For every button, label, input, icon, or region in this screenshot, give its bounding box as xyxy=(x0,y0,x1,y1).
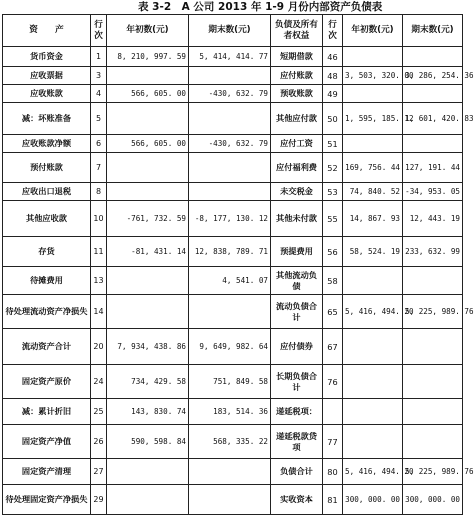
table-row xyxy=(3,237,463,267)
header-begin-2: 年初数(元) xyxy=(343,15,403,47)
table-title: 表 3-2 A 公司 2013 年 1-9 月份内部资产负债表 xyxy=(138,1,383,13)
begin-value-2-cell: 300, 000. 00 xyxy=(343,485,403,515)
table-row xyxy=(3,365,463,399)
end-value-2-cell xyxy=(403,329,463,365)
asset-cell: 货币资金 xyxy=(3,47,91,67)
begin-value-2-cell: 74, 840. 52 xyxy=(343,183,403,201)
row-no-2-cell: 76 xyxy=(323,365,343,399)
end-value-cell: 12, 838, 789. 71 xyxy=(189,237,271,267)
row-no-2-cell: 77 xyxy=(323,425,343,459)
begin-value-cell xyxy=(107,485,189,515)
row-no-cell: 5 xyxy=(91,103,107,135)
row-no-cell: 13 xyxy=(91,267,107,295)
header-row xyxy=(3,15,463,47)
row-no-2-cell: 53 xyxy=(323,183,343,201)
begin-value-2-cell xyxy=(343,267,403,295)
liability-cell: 其他未付款 xyxy=(271,201,323,237)
end-value-cell xyxy=(189,103,271,135)
end-value-cell xyxy=(189,153,271,183)
end-value-cell xyxy=(189,459,271,485)
table-row xyxy=(3,103,463,135)
liability-cell: 长期负债合计 xyxy=(271,365,323,399)
begin-value-cell: 566, 605. 00 xyxy=(107,85,189,103)
end-value-cell: -430, 632. 79 xyxy=(189,135,271,153)
table-row xyxy=(3,329,463,365)
header-asset: 资 产 xyxy=(3,15,91,47)
row-no-2-cell: 56 xyxy=(323,237,343,267)
begin-value-2-cell: 5, 416, 494. 20 xyxy=(343,295,403,329)
begin-value-cell xyxy=(107,267,189,295)
end-value-2-cell xyxy=(403,47,463,67)
table-row xyxy=(3,267,463,295)
row-no-2-cell: 80 xyxy=(323,459,343,485)
liability-cell: 短期借款 xyxy=(271,47,323,67)
asset-cell: 流动资产合计 xyxy=(3,329,91,365)
asset-cell: 固定资产净值 xyxy=(3,425,91,459)
end-value-2-cell xyxy=(403,85,463,103)
asset-cell: 减：坏账准备 xyxy=(3,103,91,135)
begin-value-cell xyxy=(107,459,189,485)
row-no-cell: 20 xyxy=(91,329,107,365)
table-row xyxy=(3,399,463,425)
table-row xyxy=(3,67,463,85)
row-no-2-cell: 51 xyxy=(323,135,343,153)
table-row xyxy=(3,153,463,183)
row-no-2-cell: 55 xyxy=(323,201,343,237)
end-value-cell xyxy=(189,183,271,201)
liability-cell: 流动负债合计 xyxy=(271,295,323,329)
end-value-cell xyxy=(189,67,271,85)
end-value-2-cell: -34, 953. 05 xyxy=(403,183,463,201)
row-no-2-cell: 48 xyxy=(323,67,343,85)
begin-value-cell xyxy=(107,295,189,329)
row-no-2-cell: 46 xyxy=(323,47,343,67)
begin-value-cell: -81, 431. 14 xyxy=(107,237,189,267)
row-no-cell: 27 xyxy=(91,459,107,485)
end-value-cell: -8, 177, 130. 12 xyxy=(189,201,271,237)
end-value-2-cell: 5, 225, 989. 76 xyxy=(403,295,463,329)
liability-cell: 应付工资 xyxy=(271,135,323,153)
begin-value-2-cell: 14, 867. 93 xyxy=(343,201,403,237)
begin-value-cell xyxy=(107,183,189,201)
asset-cell: 存货 xyxy=(3,237,91,267)
begin-value-2-cell xyxy=(343,365,403,399)
row-no-cell: 7 xyxy=(91,153,107,183)
end-value-cell: 9, 649, 982. 64 xyxy=(189,329,271,365)
asset-cell: 待处理流动资产净损失 xyxy=(3,295,91,329)
end-value-2-cell: 233, 632. 99 xyxy=(403,237,463,267)
table-row xyxy=(3,135,463,153)
row-no-2-cell: 58 xyxy=(323,267,343,295)
header-end-2: 期末数(元) xyxy=(403,15,463,47)
asset-cell: 应收账款净额 xyxy=(3,135,91,153)
table-row xyxy=(3,295,463,329)
begin-value-2-cell xyxy=(343,135,403,153)
liability-cell: 应付福利费 xyxy=(271,153,323,183)
row-no-cell: 1 xyxy=(91,47,107,67)
liability-cell: 预提费用 xyxy=(271,237,323,267)
end-value-2-cell: 12, 443. 19 xyxy=(403,201,463,237)
row-no-cell: 8 xyxy=(91,183,107,201)
table-row xyxy=(3,183,463,201)
header-liab: 负债及所有者权益 xyxy=(271,15,323,47)
begin-value-cell xyxy=(107,103,189,135)
liability-cell: 应付账款 xyxy=(271,67,323,85)
begin-value-2-cell xyxy=(343,85,403,103)
end-value-2-cell xyxy=(403,267,463,295)
begin-value-cell: 7, 934, 438. 86 xyxy=(107,329,189,365)
row-no-2-cell: 81 xyxy=(323,485,343,515)
header-row-no: 行次 xyxy=(91,15,107,47)
asset-cell: 其他应收款 xyxy=(3,201,91,237)
end-value-2-cell: 3, 286, 254. 36 xyxy=(403,67,463,85)
end-value-2-cell xyxy=(403,399,463,425)
end-value-2-cell xyxy=(403,425,463,459)
asset-cell: 减：累计折旧 xyxy=(3,399,91,425)
begin-value-2-cell xyxy=(343,47,403,67)
begin-value-2-cell: 169, 756. 44 xyxy=(343,153,403,183)
end-value-2-cell xyxy=(403,365,463,399)
liability-cell: 递延税款贷项 xyxy=(271,425,323,459)
header-row-no-2: 行次 xyxy=(323,15,343,47)
end-value-cell: 568, 335. 22 xyxy=(189,425,271,459)
begin-value-2-cell: 58, 524. 19 xyxy=(343,237,403,267)
end-value-cell: -430, 632. 79 xyxy=(189,85,271,103)
begin-value-2-cell xyxy=(343,399,403,425)
row-no-cell: 10 xyxy=(91,201,107,237)
end-value-2-cell: 1, 601, 420. 83 xyxy=(403,103,463,135)
row-no-cell: 6 xyxy=(91,135,107,153)
row-no-cell: 3 xyxy=(91,67,107,85)
begin-value-cell: 734, 429. 58 xyxy=(107,365,189,399)
begin-value-cell: -761, 732. 59 xyxy=(107,201,189,237)
liability-cell: 递延税项： xyxy=(271,399,323,425)
row-no-2-cell: 49 xyxy=(323,85,343,103)
liability-cell: 预收账款 xyxy=(271,85,323,103)
end-value-2-cell: 300, 000. 00 xyxy=(403,485,463,515)
begin-value-2-cell: 5, 416, 494. 20 xyxy=(343,459,403,485)
row-no-cell: 14 xyxy=(91,295,107,329)
row-no-2-cell: 50 xyxy=(323,103,343,135)
table-row xyxy=(3,85,463,103)
header-begin: 年初数(元) xyxy=(107,15,189,47)
asset-cell: 待处理固定资产净损失 xyxy=(3,485,91,515)
begin-value-2-cell xyxy=(343,425,403,459)
begin-value-cell: 566, 605. 00 xyxy=(107,135,189,153)
row-no-2-cell: 52 xyxy=(323,153,343,183)
liability-cell: 未交税金 xyxy=(271,183,323,201)
liability-cell: 实收资本 xyxy=(271,485,323,515)
table-row xyxy=(3,459,463,485)
row-no-cell: 11 xyxy=(91,237,107,267)
asset-cell: 应收票据 xyxy=(3,67,91,85)
table-row xyxy=(3,485,463,515)
end-value-cell: 751, 849. 58 xyxy=(189,365,271,399)
row-no-cell: 25 xyxy=(91,399,107,425)
begin-value-cell: 143, 830. 74 xyxy=(107,399,189,425)
asset-cell: 固定资产原价 xyxy=(3,365,91,399)
row-no-cell: 4 xyxy=(91,85,107,103)
asset-cell: 固定资产清理 xyxy=(3,459,91,485)
begin-value-2-cell: 1, 595, 185. 12 xyxy=(343,103,403,135)
end-value-2-cell: 127, 191. 44 xyxy=(403,153,463,183)
begin-value-cell xyxy=(107,67,189,85)
begin-value-cell: 590, 598. 84 xyxy=(107,425,189,459)
row-no-2-cell: 67 xyxy=(323,329,343,365)
end-value-2-cell: 5, 225, 989. 76 xyxy=(403,459,463,485)
end-value-cell: 4, 541. 07 xyxy=(189,267,271,295)
end-value-cell: 183, 514. 36 xyxy=(189,399,271,425)
row-no-cell: 29 xyxy=(91,485,107,515)
end-value-cell: 5, 414, 414. 77 xyxy=(189,47,271,67)
begin-value-2-cell xyxy=(343,329,403,365)
table-body xyxy=(3,47,474,515)
begin-value-cell xyxy=(107,153,189,183)
liability-cell: 其他应付款 xyxy=(271,103,323,135)
row-no-2-cell: 65 xyxy=(323,295,343,329)
liability-cell: 应付债券 xyxy=(271,329,323,365)
asset-cell: 预付账款 xyxy=(3,153,91,183)
row-no-cell: 24 xyxy=(91,365,107,399)
table-row xyxy=(3,425,463,459)
table-row xyxy=(3,47,463,67)
end-value-2-cell xyxy=(403,135,463,153)
liability-cell: 其他流动负债 xyxy=(271,267,323,295)
table-row xyxy=(3,201,463,237)
begin-value-2-cell: 3, 503, 320. 00 xyxy=(343,67,403,85)
asset-cell: 待摊费用 xyxy=(3,267,91,295)
balance-sheet-table xyxy=(2,14,474,515)
end-value-cell xyxy=(189,295,271,329)
row-no-cell: 26 xyxy=(91,425,107,459)
asset-cell: 应收账款 xyxy=(3,85,91,103)
header-end: 期末数(元) xyxy=(189,15,271,47)
asset-cell: 应收出口退税 xyxy=(3,183,91,201)
begin-value-cell: 8, 210, 997. 59 xyxy=(107,47,189,67)
liability-cell: 负债合计 xyxy=(271,459,323,485)
end-value-cell xyxy=(189,485,271,515)
row-no-2-cell xyxy=(323,399,343,425)
